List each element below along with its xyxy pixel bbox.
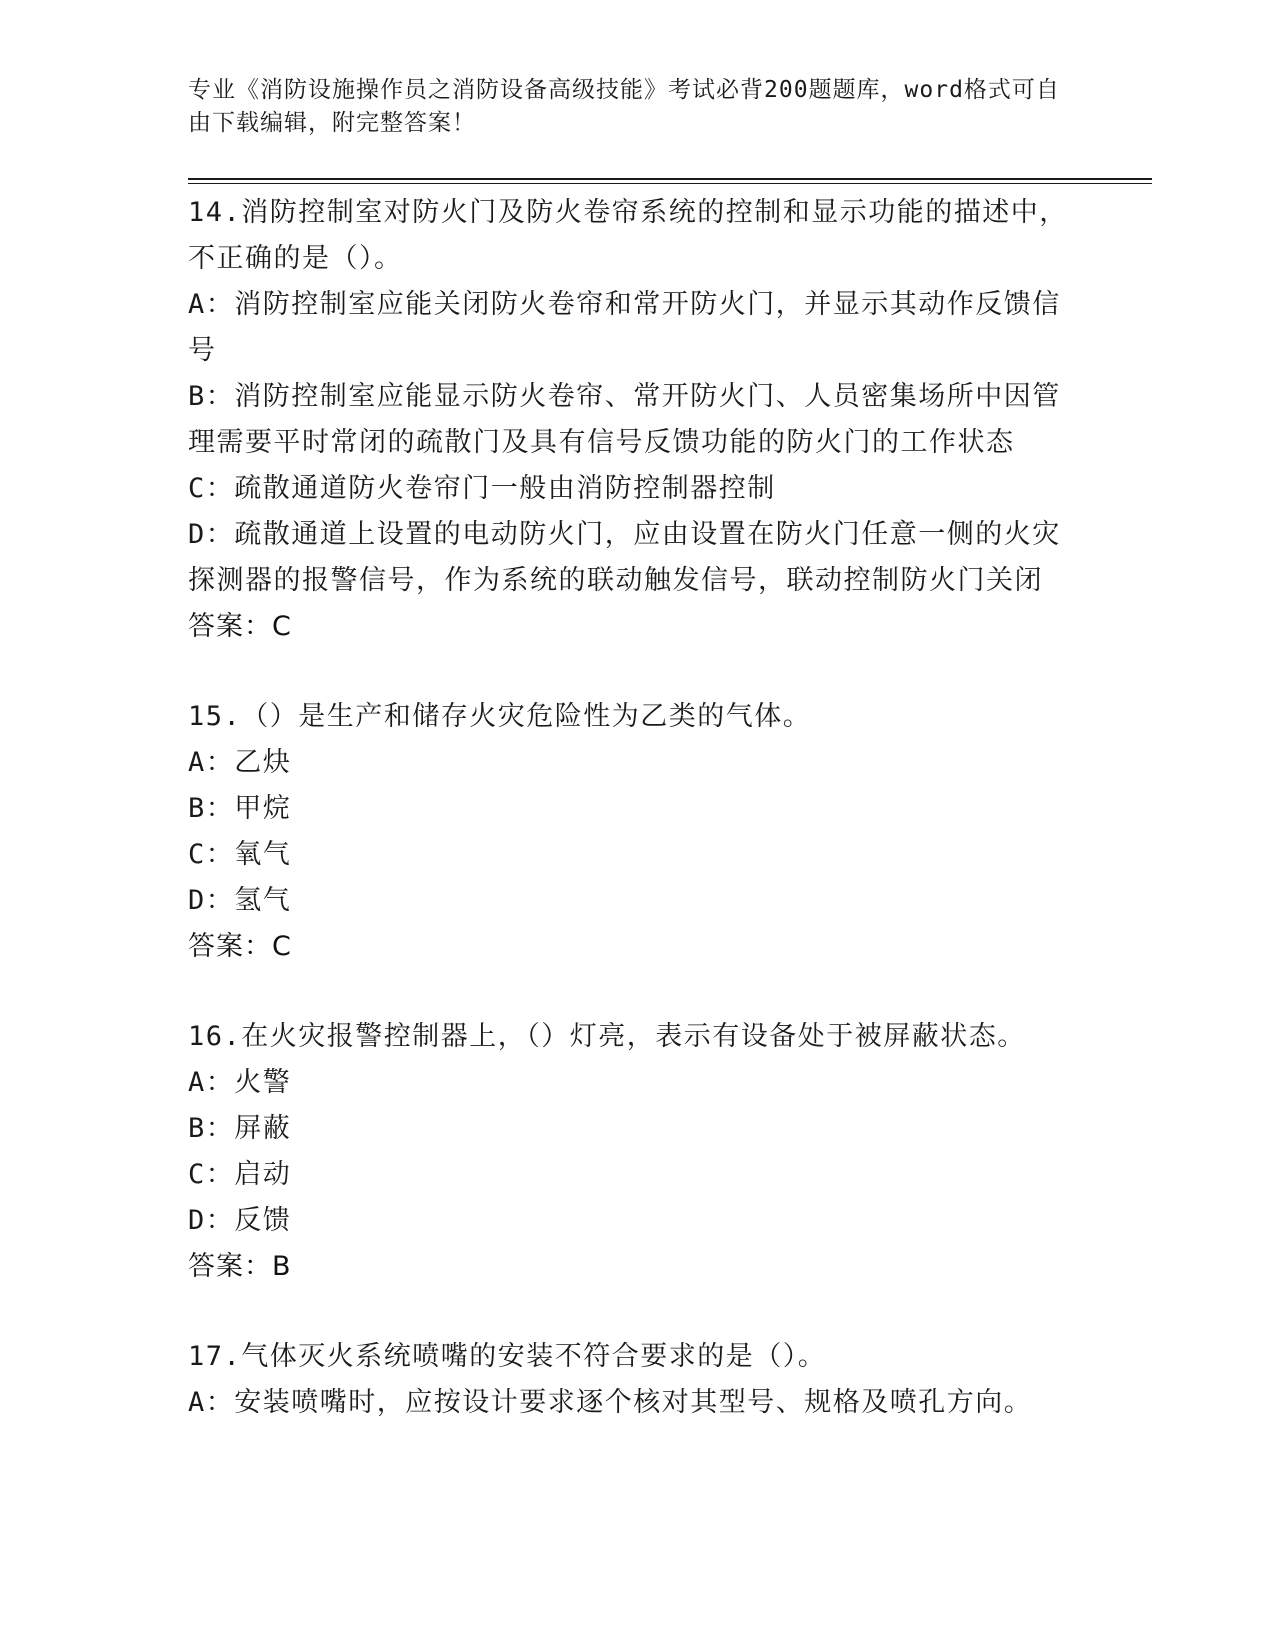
option-d: D：疏散通道上设置的电动防火门，应由设置在防火门任意一侧的火灾探测器的报警信号，作为系统的联动触发信号，联动控制防火门关闭 xyxy=(188,519,1061,596)
question-16 xyxy=(188,1014,1088,1290)
question-stem: 15.（）是生产和储存火灾危险性为乙类的气体。 xyxy=(188,701,812,732)
header-divider-thin xyxy=(188,183,1152,184)
option-d: D：氢气 xyxy=(188,885,292,916)
option-a: A：安装喷嘴时，应按设计要求逐个核对其型号、规格及喷孔方向。 xyxy=(188,1387,1033,1418)
document-header: 专业《消防设施操作员之消防设备高级技能》考试必背200题题库，word格式可自由下载编辑，附完整答案！ xyxy=(188,77,1060,136)
option-c: C：疏散通道防火卷帘门一般由消防控制器控制 xyxy=(188,473,776,504)
option-b: B：消防控制室应能显示防火卷帘、常开防火门、人员密集场所中因管理需要平时常闭的疏散门及具有信号反馈功能的防火门的工作状态 xyxy=(188,381,1061,458)
question-stem: 16.在火灾报警控制器上，（）灯亮，表示有设备处于被屏蔽状态。 xyxy=(188,1021,1026,1052)
header-divider xyxy=(188,178,1152,180)
option-c: C：氧气 xyxy=(188,839,292,870)
question-17 xyxy=(188,1334,1088,1426)
option-b: B：甲烷 xyxy=(188,793,292,824)
answer: 答案：C xyxy=(188,611,292,642)
question-15 xyxy=(188,694,1088,970)
answer: 答案：C xyxy=(188,931,292,962)
question-stem: 14.消防控制室对防火门及防火卷帘系统的控制和显示功能的描述中，不正确的是（）。 xyxy=(188,197,1068,274)
option-a: A：消防控制室应能关闭防火卷帘和常开防火门，并显示其动作反馈信号 xyxy=(188,289,1061,366)
option-a: A：火警 xyxy=(188,1067,292,1098)
option-d: D：反馈 xyxy=(188,1205,292,1236)
option-c: C：启动 xyxy=(188,1159,292,1190)
answer: 答案：B xyxy=(188,1251,292,1282)
option-a: A：乙炔 xyxy=(188,747,292,778)
question-14 xyxy=(188,190,1088,650)
option-b: B：屏蔽 xyxy=(188,1113,292,1144)
question-stem: 17.气体灭火系统喷嘴的安装不符合要求的是（）。 xyxy=(188,1341,827,1372)
question-list xyxy=(188,190,1088,1470)
